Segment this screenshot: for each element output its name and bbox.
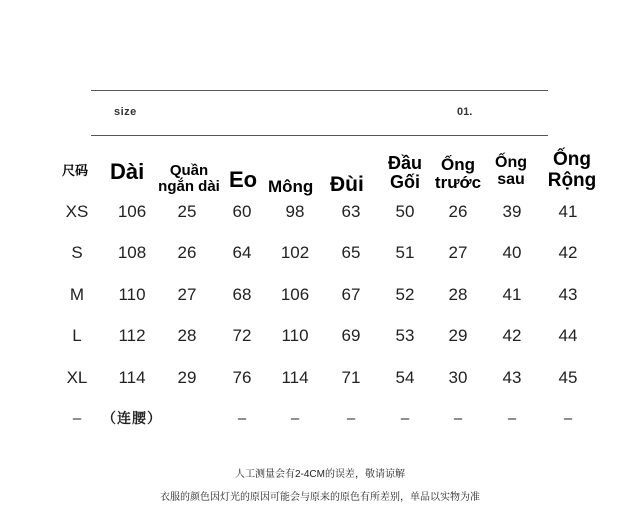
header-front-leg — [430, 156, 486, 193]
table-cell: 27 — [177, 285, 197, 304]
header-short-length-line2: ngắn dài — [158, 178, 220, 196]
table-cell: 69 — [341, 326, 361, 345]
table-cell: 71 — [341, 368, 361, 387]
header-waist: Eo — [229, 167, 258, 192]
header-front-leg-line2: trước — [434, 173, 482, 193]
table-cell: 65 — [341, 243, 361, 262]
footnote-measurement: 人工测量会有2-4CM的误差，敬请谅解 — [234, 469, 405, 480]
table-cell: 45 — [558, 368, 578, 387]
header-back-leg-line1: Ống — [495, 154, 527, 171]
header-leg-width-line1: Ống — [553, 149, 591, 170]
dash-cell: – — [290, 410, 300, 427]
header-thigh: Đùi — [330, 173, 364, 196]
table-cell: 43 — [558, 285, 578, 304]
header-knee-line2: Gối — [390, 172, 420, 193]
top-rule — [91, 90, 548, 91]
table-cell: 30 — [448, 368, 468, 387]
size-label: size — [114, 106, 137, 118]
table-cell: 42 — [502, 326, 522, 345]
dash-cell: – — [563, 410, 573, 427]
dash-cell: – — [237, 410, 247, 427]
size-cell: L — [72, 326, 82, 345]
table-cell: 64 — [232, 243, 252, 262]
dash-cell: – — [507, 410, 517, 427]
table-cell: 39 — [502, 202, 522, 221]
table-cell: 41 — [502, 285, 522, 304]
table-cell: 72 — [232, 326, 252, 345]
header-back-leg-line2: sau — [497, 171, 525, 189]
header-size: 尺码 — [62, 163, 89, 178]
footnote-color: 衣服的颜色因灯光的原因可能会与原来的原色有所差别，单品以实物为准 — [160, 492, 480, 503]
header-leg-width — [542, 150, 602, 191]
dash-cell: – — [346, 410, 356, 427]
dash-cell: – — [453, 410, 463, 427]
table-cell: 53 — [395, 326, 415, 345]
table-cell: 41 — [558, 202, 578, 221]
table-cell: 29 — [448, 326, 468, 345]
second-rule — [91, 135, 548, 136]
table-cell: 27 — [448, 243, 468, 262]
table-cell: 106 — [117, 202, 147, 221]
table-cell: 114 — [281, 368, 309, 387]
header-knee — [382, 154, 428, 193]
table-cell: 26 — [448, 202, 468, 221]
dash-cell: – — [400, 410, 410, 427]
table-cell: 102 — [280, 243, 310, 262]
header-short-length-line1: Quần — [169, 162, 209, 179]
table-cell: 110 — [281, 326, 309, 345]
table-cell: 114 — [118, 368, 146, 387]
table-cell: 112 — [118, 326, 146, 345]
header-knee-line1: Đầu — [387, 153, 422, 173]
table-cell: 67 — [341, 285, 361, 304]
table-cell: 28 — [448, 285, 468, 304]
table-cell: 29 — [177, 368, 197, 387]
table-cell: 52 — [395, 285, 415, 304]
header-short-length — [150, 163, 228, 195]
header-back-leg — [489, 154, 533, 189]
size-cell: XS — [65, 202, 89, 221]
table-cell: 60 — [232, 202, 252, 221]
size-value: 01. — [457, 106, 473, 118]
size-cell: M — [69, 285, 85, 304]
table-cell: 51 — [395, 243, 415, 262]
table-cell: 42 — [558, 243, 578, 262]
table-cell: 25 — [177, 202, 197, 221]
table-cell: 108 — [117, 243, 147, 262]
table-cell: 110 — [118, 285, 146, 304]
table-cell: 98 — [285, 202, 305, 221]
header-front-leg-line1: Ống — [441, 155, 475, 174]
header-hip: Mông — [268, 177, 314, 196]
waist-note: （连腰） — [102, 410, 162, 426]
header-leg-width-line2: Rộng — [547, 169, 597, 191]
table-cell: 40 — [502, 243, 522, 262]
table-cell: 28 — [177, 326, 197, 345]
size-cell: S — [71, 243, 83, 262]
last-row-size: – — [72, 410, 82, 427]
table-cell: 43 — [502, 368, 522, 387]
table-cell: 63 — [341, 202, 361, 221]
header-length: Dài — [110, 159, 145, 184]
table-cell: 68 — [232, 285, 252, 304]
table-cell: 44 — [558, 326, 578, 345]
table-cell: 54 — [395, 368, 415, 387]
table-cell: 76 — [232, 368, 252, 387]
table-cell: 26 — [177, 243, 197, 262]
size-cell: XL — [66, 368, 88, 387]
table-cell: 106 — [280, 285, 310, 304]
table-cell: 50 — [395, 202, 415, 221]
